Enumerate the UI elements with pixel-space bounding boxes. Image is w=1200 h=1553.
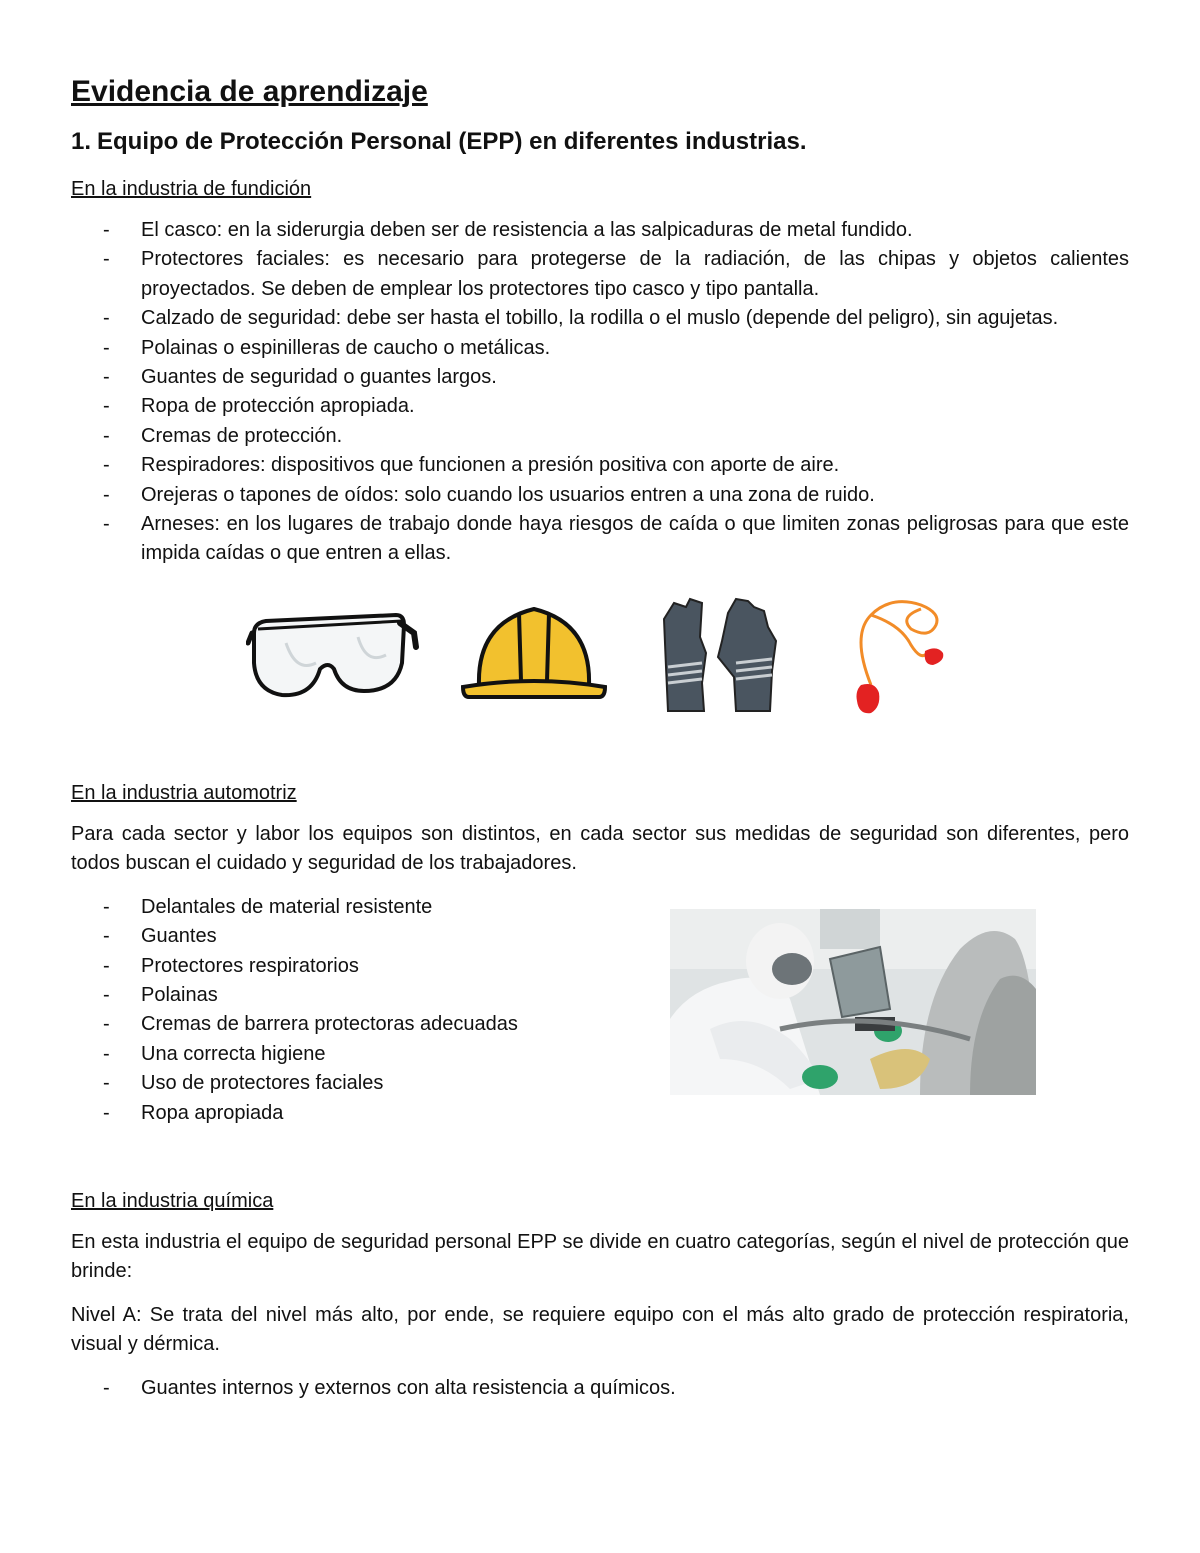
- quimica-nivel-a: Nivel A: Se trata del nivel más alto, por ende, se requiere equipo con el más alto grado de protección respiratoria, visual y dérmica.: [71, 1303, 1129, 1356]
- list-item: - Guantes de seguridad o guantes largos.: [71, 363, 1129, 392]
- automotriz-intro: Para cada sector y labor los equipos son distintos, en cada sector sus medidas de seguridad son diferentes, pero todos buscan el cuidado y seguridad de los trabajadores.: [71, 822, 1129, 875]
- list-item: - Uso de protectores faciales: [71, 1069, 1129, 1098]
- subheading-automotriz: En la industria automotriz: [71, 781, 297, 804]
- list-item: - Cremas de protección.: [71, 422, 1129, 451]
- list-quimica: [71, 1374, 1129, 1403]
- work-gloves-icon: [656, 597, 781, 715]
- section-heading: [71, 126, 1129, 158]
- list-item: - Orejeras o tapones de oídos: solo cuando los usuarios entren a una zona de ruido.: [71, 481, 1129, 510]
- subheading-quimica: En la industria química: [71, 1189, 274, 1212]
- quimica-intro: En esta industria el equipo de seguridad personal EPP se divide en cuatro categorías, según el nivel de protección que brinde:: [71, 1230, 1129, 1283]
- list-item: - Una correcta higiene: [71, 1040, 1129, 1069]
- list-item: - Ropa apropiada: [71, 1099, 1129, 1128]
- list-item: - Calzado de seguridad: debe ser hasta el tobillo, la rodilla o el muslo (depende del peligro), sin agujetas.: [71, 304, 1129, 333]
- subheading-fundicion: En la industria de fundición: [71, 178, 312, 200]
- ppe-icons-row: [71, 595, 1129, 735]
- earplugs-icon: [841, 595, 951, 725]
- list-item: - Arneses: en los lugares de trabajo donde haya riesgos de caída o que limiten zonas peligrosas para que este impida caídas o que entren a ellas.: [71, 510, 1129, 569]
- list-item: - Protectores respiratorios: [71, 952, 1129, 981]
- list-item: - Guantes internos y externos con alta resistencia a químicos.: [71, 1374, 1129, 1403]
- document-title: Evidencia de aprendizaje: [71, 75, 428, 108]
- list-item: - El casco: en la siderurgia deben ser de resistencia a las salpicaduras de metal fundido.: [71, 216, 1129, 245]
- document-page: [71, 72, 1129, 1403]
- automotriz-block: [71, 893, 1129, 1128]
- section-heading-text: Equipo de Protección Personal (EPP) en diferentes industrias.: [97, 128, 807, 155]
- list-item: - Protectores faciales: es necesario para protegerse de la radiación, de las chipas y objetos calientes proyectados. Se deben de emplear los protectores tipo casco y tipo pantalla.: [71, 245, 1129, 304]
- list-item: - Guantes: [71, 922, 1129, 951]
- hard-hat-icon: [459, 595, 609, 705]
- list-item: - Polainas: [71, 981, 1129, 1010]
- list-fundicion: [71, 216, 1129, 569]
- spray-painter-photo: [670, 909, 1036, 1095]
- safety-goggles-icon: [246, 603, 421, 703]
- list-item: - Delantales de material resistente: [71, 893, 1129, 922]
- list-item: - Polainas o espinilleras de caucho o metálicas.: [71, 334, 1129, 363]
- list-item: - Cremas de barrera protectoras adecuadas: [71, 1010, 1129, 1039]
- list-item: - Ropa de protección apropiada.: [71, 392, 1129, 421]
- section-number: 1.: [71, 128, 92, 155]
- list-item: - Respiradores: dispositivos que funcionen a presión positiva con aporte de aire.: [71, 451, 1129, 480]
